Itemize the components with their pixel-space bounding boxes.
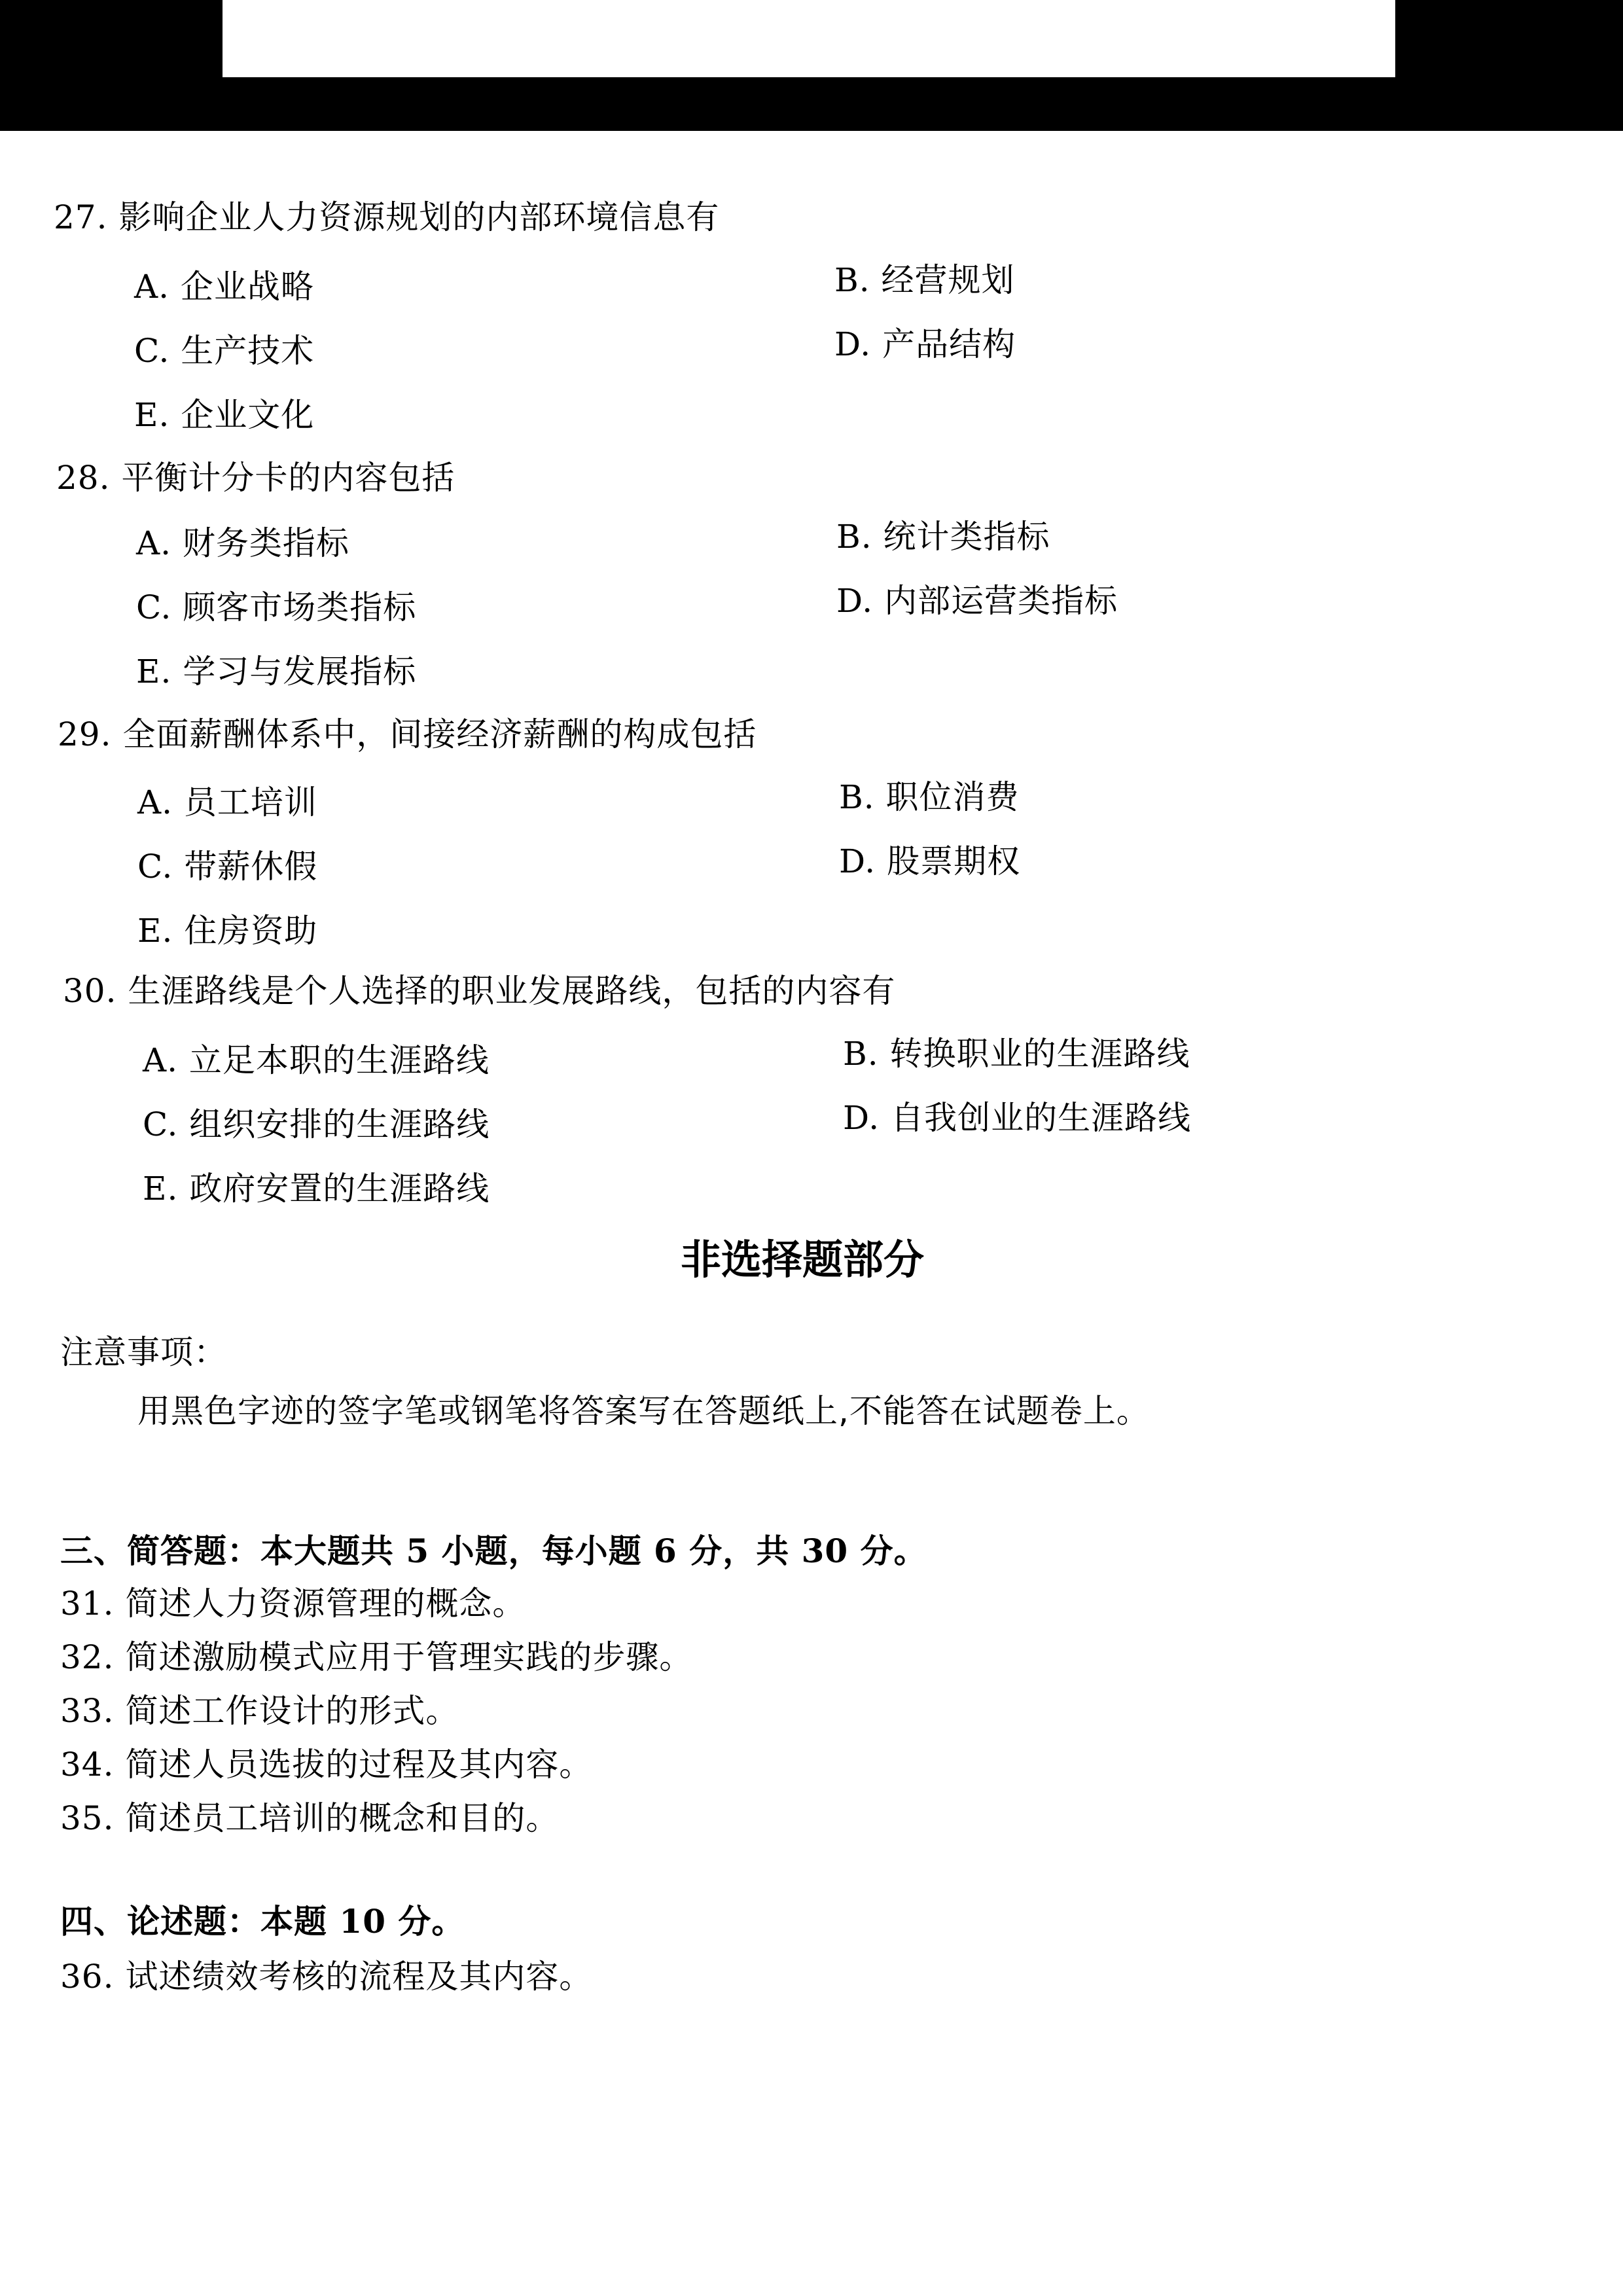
option-27-a: A. 企业战略 — [134, 268, 314, 306]
question-29-stem: 29. 全面薪酬体系中，间接经济薪酬的构成包括 — [58, 715, 757, 753]
option-27-c: C. 生产技术 — [134, 332, 315, 370]
question-30-stem: 30. 生涯路线是个人选择的职业发展路线，包括的内容有 — [63, 972, 896, 1010]
option-29-c: C. 带薪休假 — [137, 848, 318, 886]
notice-label: 注意事项： — [60, 1333, 227, 1371]
option-28-c: C. 顾客市场类指标 — [136, 588, 417, 626]
question-28-stem: 28. 平衡计分卡的内容包括 — [56, 459, 455, 497]
option-29-a: A. 员工培训 — [137, 783, 317, 821]
option-28-d: D. 内部运营类指标 — [836, 582, 1118, 620]
question-number: 27. — [54, 198, 108, 236]
section-3-heading: 三、简答题：本大题共 5 小题，每小题 6 分，共 30 分。 — [60, 1532, 927, 1570]
top-white-box — [223, 0, 1395, 77]
option-27-b: B. 经营规划 — [834, 261, 1015, 299]
option-30-c: C. 组织安排的生涯路线 — [143, 1105, 490, 1143]
option-29-e: E. 住房资助 — [137, 912, 318, 950]
option-28-a: A. 财务类指标 — [136, 524, 349, 562]
option-27-e: E. 企业文化 — [134, 396, 315, 434]
option-28-e: E. 学习与发展指标 — [136, 653, 417, 691]
question-text: 影响企业人力资源规划的内部环境信息有 — [118, 198, 720, 236]
question-32: 32. 简述激励模式应用于管理实践的步骤。 — [60, 1638, 693, 1676]
question-35: 35. 简述员工培训的概念和目的。 — [60, 1799, 560, 1837]
question-31: 31. 简述人力资源管理的概念。 — [60, 1585, 526, 1623]
question-36: 36. 试述绩效考核的流程及其内容。 — [60, 1958, 593, 1996]
part-title: 非选择题部分 — [681, 1236, 925, 1283]
option-30-a: A. 立足本职的生涯路线 — [143, 1041, 490, 1079]
option-29-b: B. 职位消费 — [839, 778, 1020, 816]
option-29-d: D. 股票期权 — [839, 842, 1021, 880]
question-33: 33. 简述工作设计的形式。 — [60, 1692, 459, 1730]
question-34: 34. 简述人员选拔的过程及其内容。 — [60, 1746, 593, 1784]
section-4-heading: 四、论述题：本题 10 分。 — [60, 1902, 465, 1941]
option-28-b: B. 统计类指标 — [836, 518, 1050, 556]
notice-text: 用黑色字迹的签字笔或钢笔将答案写在答题纸上,不能答在试题卷上。 — [137, 1392, 1150, 1430]
option-30-b: B. 转换职业的生涯路线 — [843, 1035, 1190, 1073]
option-30-e: E. 政府安置的生涯路线 — [143, 1170, 490, 1208]
question-27-stem — [54, 198, 719, 237]
option-27-d: D. 产品结构 — [834, 325, 1016, 363]
option-30-d: D. 自我创业的生涯路线 — [843, 1099, 1192, 1137]
